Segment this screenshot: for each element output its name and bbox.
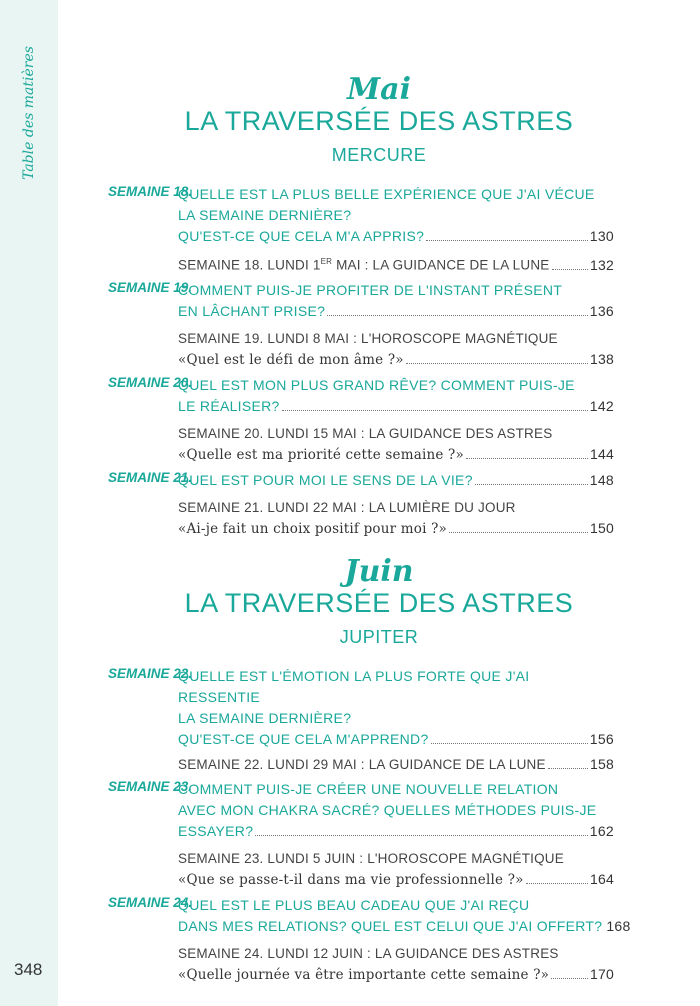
page-ref: 164 — [590, 871, 614, 887]
page-ref: 170 — [590, 966, 614, 982]
leader-dots — [431, 743, 588, 744]
leader-dots — [466, 458, 588, 459]
section-header-mai — [58, 74, 700, 166]
month-title: Mai — [346, 72, 412, 107]
subentry-quote: «Que se passe-t-il dans ma vie professionnelle ?» — [178, 872, 524, 888]
page-number: 348 — [14, 960, 43, 979]
question-line: COMMENT PUIS-JE CRÉER UNE NOUVELLE RELATION — [178, 781, 559, 797]
question-line: QUEL EST POUR MOI LE SENS DE LA VIE? — [178, 471, 473, 488]
page-ref: 150 — [590, 519, 614, 536]
leader-dots — [449, 532, 588, 533]
section-header-juin — [58, 556, 700, 648]
question-line: ESSAYER? — [178, 823, 254, 839]
subentry-title: SEMAINE 21. LUNDI 22 MAI : LA LUMIÈRE DU JOUR — [178, 499, 516, 515]
page-ref: 162 — [589, 823, 614, 839]
week-label: SEMAINE 21. — [108, 469, 193, 485]
page-ref: 132 — [590, 256, 614, 273]
week-label: SEMAINE 20. — [108, 374, 193, 390]
page-ref: 168 — [606, 918, 631, 934]
planet-subtitle: JUPITER — [339, 627, 419, 647]
running-head — [14, 46, 44, 180]
toc-subentry[interactable] — [108, 848, 614, 891]
toc-subentry[interactable] — [108, 943, 614, 986]
toc-entry[interactable] — [108, 895, 631, 937]
running-head-text: Table des matières — [21, 46, 37, 180]
subentry-quote: «Ai-je fait un choix positif pour moi ?» — [178, 520, 448, 537]
leader-dots — [475, 484, 588, 485]
leader-dots — [327, 315, 588, 316]
leader-dots — [552, 269, 589, 270]
toc-entry[interactable] — [108, 375, 614, 417]
page-ref: 148 — [589, 471, 614, 488]
subentry-title: SEMAINE 20. LUNDI 15 MAI : LA GUIDANCE DES ASTRES — [178, 425, 553, 441]
leader-dots — [526, 883, 588, 884]
subentry-title: SEMAINE 18. LUNDI 1ER MAI : LA GUIDANCE DE LA LUNE — [178, 257, 550, 273]
question-line: QU'EST-CE QUE CELA M'APPREND? — [178, 731, 429, 747]
toc-subentry[interactable] — [108, 423, 614, 466]
question-line: DANS MES RELATIONS? QUEL EST CELUI QUE J'AI OFFERT? — [178, 918, 603, 934]
toc-subentry[interactable] — [108, 754, 614, 775]
subentry-title: SEMAINE 22. LUNDI 29 MAI : LA GUIDANCE DE LA LUNE — [178, 757, 546, 772]
question-line: AVEC MON CHAKRA SACRÉ? QUELLES MÉTHODES PUIS-JE — [178, 802, 597, 818]
question-line: LA SEMAINE DERNIÈRE? — [178, 710, 352, 726]
leader-dots — [551, 978, 588, 979]
week-label: SEMAINE 18. — [108, 184, 193, 199]
subentry-title: SEMAINE 24. LUNDI 12 JUIN : LA GUIDANCE DES ASTRES — [178, 946, 559, 961]
section-title: LA TRAVERSÉE DES ASTRES — [184, 588, 574, 618]
toc-entry[interactable] — [108, 280, 614, 322]
toc-entry[interactable] — [108, 666, 614, 750]
question-line: EN LÂCHANT PRISE? — [178, 302, 326, 319]
page-ref: 136 — [589, 302, 614, 319]
toc-subentry[interactable] — [108, 328, 614, 371]
leader-dots — [255, 835, 587, 836]
question-line: QUELLE EST L'ÉMOTION LA PLUS FORTE QUE J'AI RESSENTIE — [178, 668, 530, 705]
page-ref: 142 — [589, 397, 614, 414]
week-label: SEMAINE 23. — [108, 779, 193, 794]
question-line: LA SEMAINE DERNIÈRE? — [178, 207, 352, 223]
section-title: LA TRAVERSÉE DES ASTRES — [184, 106, 574, 136]
subentry-title: SEMAINE 23. LUNDI 5 JUIN : L'HOROSCOPE MAGNÉTIQUE — [178, 851, 564, 866]
page-ref: 144 — [590, 445, 614, 462]
question-line: COMMENT PUIS-JE PROFITER DE L'INSTANT PRÉSENT — [178, 281, 563, 298]
question-line: QUELLE EST LA PLUS BELLE EXPÉRIENCE QUE J'AI VÉCUE — [178, 186, 595, 202]
page-ref: 130 — [589, 228, 614, 244]
toc-subentry[interactable] — [108, 497, 614, 540]
week-label: SEMAINE 19. — [108, 279, 193, 295]
page-ref: 138 — [590, 350, 614, 367]
toc-list-juin — [108, 666, 631, 986]
subentry-quote: «Quelle journée va être importante cette semaine ?» — [178, 967, 550, 983]
subentry-quote: «Quel est le défi de mon âme ?» — [178, 351, 404, 368]
page-ref: 158 — [590, 756, 614, 772]
toc-list-mai — [108, 184, 614, 540]
planet-subtitle: MERCURE — [331, 145, 427, 165]
toc-entry[interactable] — [108, 470, 614, 491]
subentry-quote: «Quelle est ma priorité cette semaine ?» — [178, 446, 464, 463]
leader-dots — [548, 768, 588, 769]
toc-entry[interactable] — [108, 184, 614, 247]
month-title: Juin — [344, 554, 414, 589]
subentry-title: SEMAINE 19. LUNDI 8 MAI : L'HOROSCOPE MAGNÉTIQUE — [178, 330, 558, 346]
week-label: SEMAINE 22. — [108, 666, 193, 681]
question-line: QU'EST-CE QUE CELA M'A APPRIS? — [178, 228, 425, 244]
toc-entry[interactable] — [108, 779, 614, 842]
page-ref: 156 — [589, 731, 614, 747]
toc-subentry[interactable] — [108, 251, 614, 276]
leader-dots — [406, 363, 588, 364]
question-line: LE RÉALISER? — [178, 397, 280, 414]
question-line: QUEL EST MON PLUS GRAND RÊVE? COMMENT PUIS-JE — [178, 376, 575, 393]
leader-dots — [426, 240, 588, 241]
leader-dots — [282, 410, 588, 411]
week-label: SEMAINE 24. — [108, 895, 193, 910]
question-line: QUEL EST LE PLUS BEAU CADEAU QUE J'AI REÇU — [178, 897, 530, 913]
